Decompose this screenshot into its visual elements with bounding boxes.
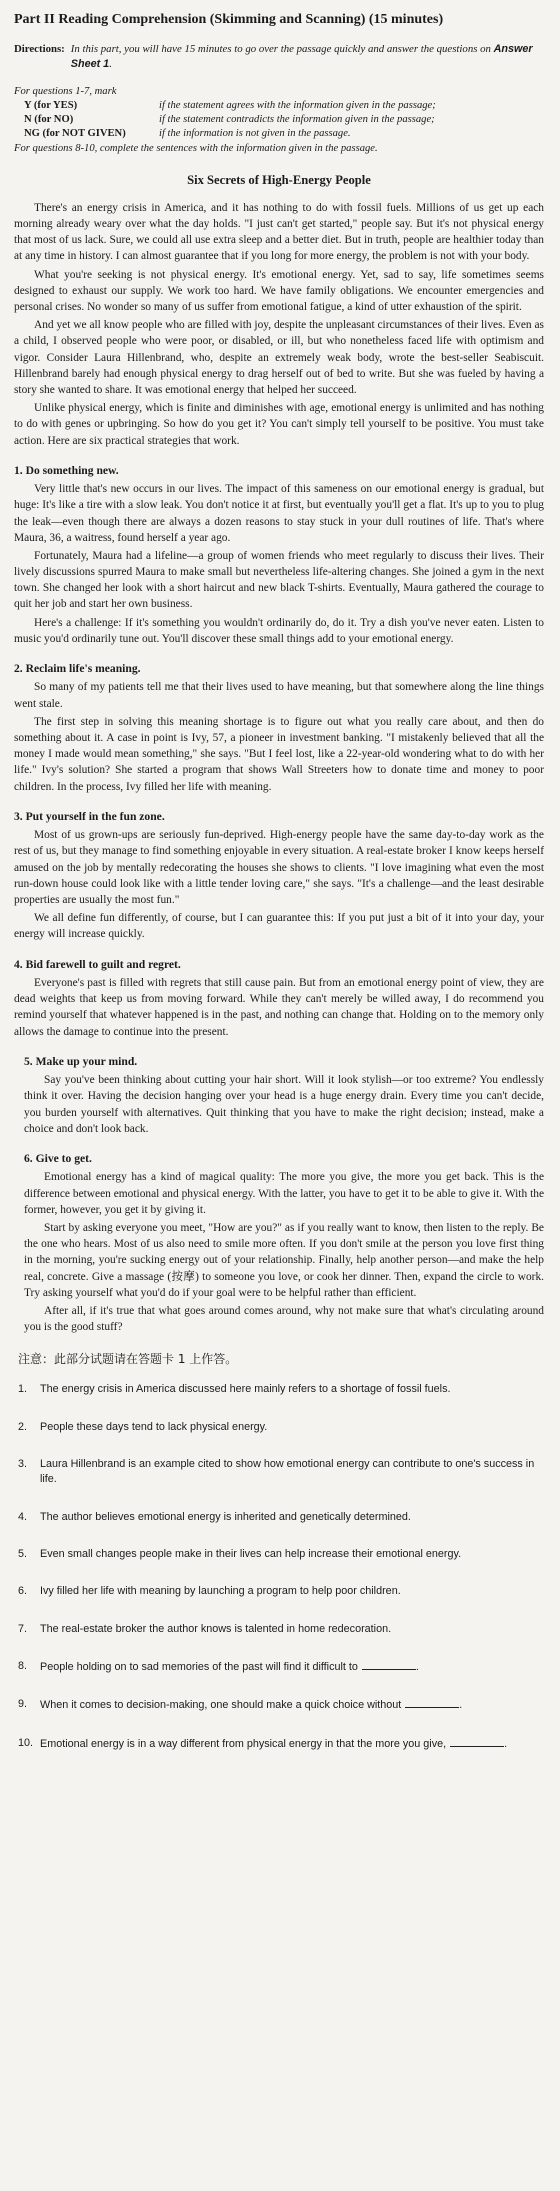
mark-code-text: N (for NO): [24, 114, 74, 126]
answer-blank[interactable]: [405, 1697, 459, 1708]
article-section: [14, 957, 544, 1040]
article-section: [14, 809, 544, 943]
intro-paragraph: What you're seeking is not physical energy. It's emotional energy. Yet, sad to say, life sometimes seems designed to exhaust our supply. We work too hard. We have family obligations. We encounter emergencies and personal crises. No wonder so many of us suffer from emotional fatigue, a kind of utter exhaustion of the spirit.: [14, 268, 544, 314]
mark-meaning: if the statement agrees with the information given in the passage;: [159, 99, 436, 111]
question-number: 1.: [18, 1383, 28, 1396]
section-paragraph: Everyone's past is filled with regrets that still cause pain. But from an emotional energy point of view, they are dead weights that keep us from moving forward. While they can't merely be willed away, I do recommend you remind yourself that whatever happened is in the past, and nothing can change that. Holding on to the memory only allows the damage to continue into the present.: [14, 977, 544, 1038]
answer-blank[interactable]: [450, 1736, 504, 1747]
section-heading: 4. Bid farewell to guilt and regret.: [14, 957, 181, 971]
answer-note: 注意：此部分试题请在答题卡 1 上作答。: [18, 1352, 238, 1367]
question-number: 7.: [18, 1622, 28, 1635]
directions-text: In this part, you will have 15 minutes to go over the passage quickly and answer the questions on Answer Sheet 1.: [70, 42, 533, 71]
question-text: [40, 1584, 544, 1599]
intro-paragraph: There's an energy crisis in America, and it has nothing to do with fossil fuels. Millions of us get up each morning already weary over what the day holds. "I just can't get started," people say. But it's not physical energy that most of us lack. Sure, we could all use extra sleep and a better diet. But in truth, people are healthier today than at any time in history. I can almost guarantee that if you long for more energy, the problem is not with your body.: [14, 201, 544, 263]
question-item: [18, 1736, 544, 1752]
section-heading: 2. Reclaim life's meaning.: [14, 662, 141, 676]
question-statement: People holding on to sad memories of the past will find it difficult to: [40, 1660, 358, 1673]
mark-legend: [14, 99, 544, 142]
question-statement: Ivy filled her life with meaning by launching a program to help poor children.: [40, 1585, 401, 1598]
section-paragraph: The first step in solving this meaning shortage is to figure out what you really care about, and then do something about it. A case in point is Ivy, 57, a pioneer in investment banking. "I mistakenly believed that all the money I made would mean something," she says. "But I feel lost, like a 22-year-old wondering what to do with her life." Ivy's solution? She started a program that shows Wall Streeters how to donate time and money to poor children. In the process, Ivy filled her life with meaning.: [14, 715, 544, 793]
mark-row: [14, 99, 544, 113]
article-section: [14, 463, 544, 647]
question-statement: When it comes to decision-making, one should make a quick choice without: [40, 1699, 402, 1712]
question-statement: The real-estate broker the author knows is talented in home redecoration.: [40, 1622, 392, 1635]
mark-row: [14, 113, 544, 127]
mark-meaning: if the statement contradicts the information given in the passage;: [159, 114, 435, 126]
question-item: [18, 1547, 544, 1562]
question-item: [18, 1510, 544, 1525]
intro-paragraph: And yet we all know people who are filled with joy, despite the unpleasant circumstances of their lives. Even as a child, I observed people who were poor, or disabled, or ill, but who nonetheless faced life with optimism and vigor. Consider Laura Hillenbrand, who, despite an extremely weak body, wrote the best-seller Seabiscuit. Hillenbrand barely had enough physical energy to drag herself out of bed to write. But she was fueled by having a story she wanted to share. It was emotional energy that helped her succeed.: [14, 319, 544, 396]
question-statement: Even small changes people make in their lives can help increase their emotional energy.: [40, 1547, 462, 1560]
article-title: Six Secrets of High-Energy People: [187, 173, 371, 188]
question-list: [14, 1382, 544, 1752]
question-statement: Laura Hillenbrand is an example cited to show how emotional energy can contribute to one's success in life.: [40, 1457, 535, 1486]
question-item: [18, 1659, 544, 1675]
section-heading: 6. Give to get.: [24, 1151, 92, 1165]
directions-label: Directions:: [14, 42, 65, 55]
question-number: 9.: [18, 1698, 28, 1711]
question-item: [18, 1584, 544, 1599]
question-statement: The energy crisis in America discussed here mainly refers to a shortage of fossil fuels.: [40, 1383, 451, 1396]
intro-paragraph: Unlike physical energy, which is finite and diminishes with age, emotional energy is unlimited and has nothing to do with genes or upbringing. So how do you get it? You can't simply tell yourself to be positive. You must take action. Here are six practical strategies that work.: [14, 402, 544, 447]
answer-sheet-label: Answer Sheet 1: [70, 42, 533, 71]
question-item: [18, 1622, 544, 1637]
section-paragraph: Start by asking everyone you meet, "How are you?" as if you really want to know, then listen to the reply. Be the one who hears. Most of us also need to smile more often. If you don't smile at the person you love first thing in the morning, you're sucking energy out of your relationship. Finally, help another person—and make the help real, concrete. Give a massage (按摩) to someone you love, or cook her dinner. Then, expand the circle to work. Try asking yourself what you'd do if your goal were to be helpful rather than efficient.: [24, 1221, 544, 1299]
section-paragraph: Emotional energy has a kind of magical quality: The more you give, the more you get back. This is the difference between emotional and physical energy. With the latter, you have to get it to be able to give it. With the former, however, you get it by giving it.: [24, 1171, 544, 1216]
question-number: 6.: [18, 1585, 28, 1598]
question-text: [40, 1622, 544, 1637]
question-number: 4.: [18, 1510, 28, 1523]
question-text: [40, 1510, 544, 1525]
section-heading: 1. Do something new.: [14, 463, 119, 477]
question-text: [40, 1420, 544, 1435]
question-item: [18, 1697, 544, 1713]
section-heading: 3. Put yourself in the fun zone.: [14, 809, 165, 823]
article-sections: [14, 463, 544, 1336]
article-intro: [14, 200, 544, 449]
question-text: [40, 1547, 544, 1562]
question-item: [18, 1457, 544, 1488]
section-paragraph: We all define fun differently, of course, but I can guarantee this: If you put just a bit of it into your day, your energy will increase quickly.: [14, 912, 544, 941]
instructions-q8-10: For questions 8-10, complete the sentences with the information given in the passage.: [14, 142, 378, 154]
section-paragraph: Fortunately, Maura had a lifeline—a group of women friends who meet regularly to discuss their lives. Their lively discussions spurred Maura to make small but nevertheless life-altering changes. She joined a gym in the next town. She changed her look with a short haircut and new black T-shirts. Eventually, Maura gathered the courage to quit her job and start her own business.: [14, 549, 544, 611]
mark-row: [14, 127, 544, 141]
section-paragraph: Most of us grown-ups are seriously fun-deprived. High-energy people have the same day-to-day work as the rest of us, but they manage to find something enjoyable in every situation. A real-estate broker I know keeps herself amused on the job by mentally redecorating the houses she shows to clients. "I love imagining what even the most run-down house could look like with a little tender loving care," she says. "It's a challenge—and the least desirable properties are usually the most fun.": [14, 829, 544, 906]
article-section: [14, 1054, 544, 1137]
question-number: 5.: [18, 1547, 28, 1560]
question-statement: The author believes emotional energy is inherited and genetically determined.: [40, 1510, 411, 1523]
question-item: [18, 1420, 544, 1435]
answer-blank[interactable]: [362, 1659, 416, 1670]
article-section: [14, 661, 544, 795]
question-statement: Emotional energy is in a way different from physical energy in that the more you give,: [40, 1737, 447, 1750]
question-text: When it comes to decision-making, one should make a quick choice without .: [40, 1699, 463, 1712]
question-number: 10.: [18, 1736, 34, 1749]
question-number: 3.: [18, 1457, 28, 1470]
question-item: [18, 1382, 544, 1397]
part-title: Part II Reading Comprehension (Skimming and Scanning) (15 minutes): [14, 12, 444, 27]
question-text: People holding on to sad memories of the past will find it difficult to .: [40, 1660, 419, 1673]
mark-code-text: NG (for NOT GIVEN): [24, 128, 126, 140]
section-paragraph: Very little that's new occurs in our lives. The impact of this sameness on our emotional energy is gradual, but huge: It's like a tire with a slow leak. You don't notice it at first, but eventually you'll get a flat. It's up to you to plug the leak—even though there are always a dozen reasons to stay stuck in your dull routines of life. That's where Maura, 36, a waitress, found herself a year ago.: [14, 483, 544, 544]
section-heading: 5. Make up your mind.: [24, 1054, 138, 1068]
question-text: Emotional energy is in a way different from physical energy in that the more you give, .: [40, 1737, 508, 1750]
question-text: [40, 1382, 544, 1397]
mark-code: [14, 99, 159, 113]
section-paragraph: Here's a challenge: If it's something you wouldn't ordinarily do, do it. Try a dish you've never eaten. Listen to music you'd ordinarily tune out. You'll discover these small things add to your emotional energy.: [14, 616, 544, 645]
mark-code: [14, 127, 159, 141]
instructions-q1-7: For questions 1-7, mark: [14, 85, 117, 97]
mark-code-text: Y (for YES): [24, 99, 78, 111]
question-text: [40, 1457, 544, 1488]
article-section: [14, 1151, 544, 1335]
section-paragraph: After all, if it's true that what goes around comes around, why not make sure that what's circulating around you is the good stuff?: [24, 1304, 544, 1334]
question-statement: People these days tend to lack physical energy.: [40, 1420, 268, 1433]
directions: [14, 42, 544, 73]
mark-meaning: if the information is not given in the passage.: [159, 128, 351, 140]
section-paragraph: Say you've been thinking about cutting your hair short. Will it look stylish—or too extreme? You endlessly think it over. Having the decision hanging over your head is a huge energy drain. Every time you can't decide, you burden yourself with alternatives. Quit thinking that you have to make the right decision; instead, make a choice and don't look back.: [24, 1074, 544, 1135]
question-number: 2.: [18, 1420, 28, 1433]
question-number: 8.: [18, 1659, 28, 1672]
section-paragraph: So many of my patients tell me that their lives used to have meaning, but that somewhere along the line things went stale.: [14, 681, 544, 710]
mark-code: [14, 113, 159, 127]
